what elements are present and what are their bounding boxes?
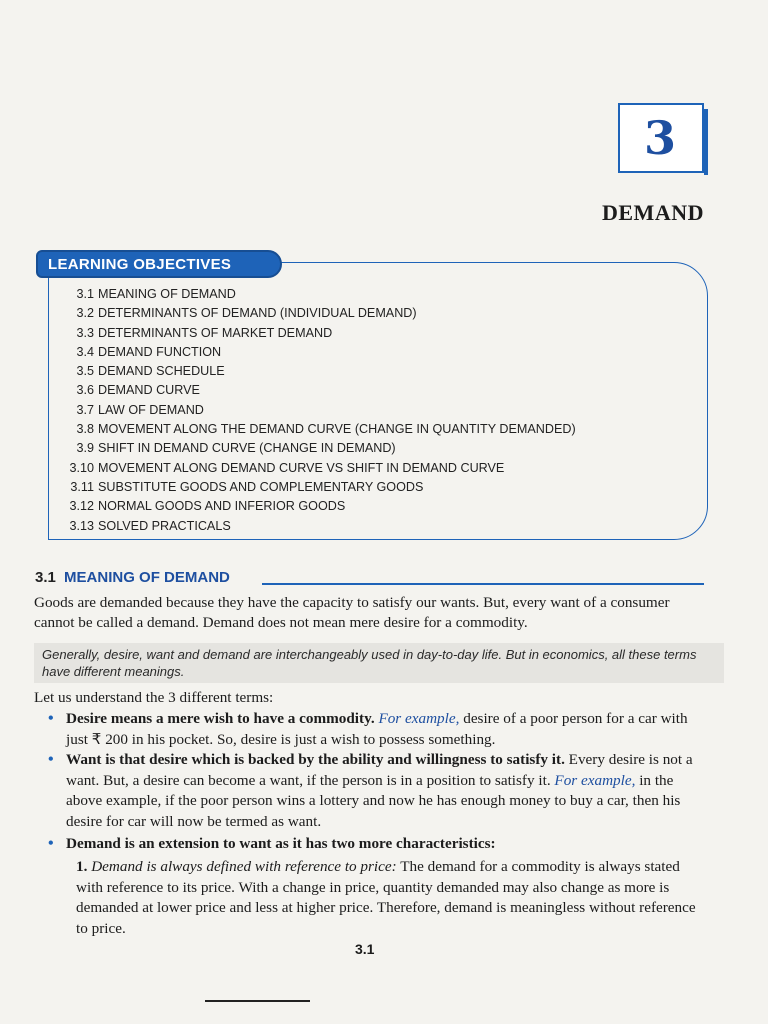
section-rule — [262, 583, 704, 585]
section-title: MEANING OF DEMAND — [64, 569, 230, 586]
subpoint-text: The demand for a commodity is always stated with reference to its price. With a change in price, quantity demanded may also change as more is demanded at lower price and less at higher price. Therefore, demand is meaningless without reference to price. — [76, 858, 696, 937]
bullet-pre: Every desire is not a want. But, a desire can become a want, if the person is in a position to satisfy it. — [66, 751, 693, 789]
objective-number: 3.2 — [76, 306, 94, 321]
learning-objectives-list — [58, 285, 576, 536]
lead-sentence: Let us understand the 3 different terms: — [34, 689, 274, 706]
objective-item — [58, 420, 576, 439]
example-label: For example, — [378, 710, 460, 727]
objective-item — [58, 343, 576, 362]
objective-number: 3.4 — [76, 344, 94, 359]
objective-number: 3.9 — [76, 441, 94, 456]
objective-number: 3.12 — [69, 499, 94, 514]
objective-number: 3.10 — [69, 460, 94, 475]
objective-number: 3.8 — [76, 422, 94, 437]
objective-item — [58, 439, 576, 458]
section-heading — [35, 569, 230, 586]
objective-label: MEANING OF DEMAND — [98, 287, 236, 301]
objective-number: 3.5 — [76, 364, 94, 379]
page-number: 3.1 — [355, 941, 375, 957]
objective-number: 3.13 — [69, 518, 94, 533]
objective-item — [58, 497, 576, 516]
chapter-title: DEMAND — [602, 200, 704, 225]
objective-item — [58, 324, 576, 343]
bullet-rest: desire of a poor person for a car with just ₹ 200 in his pocket. So, desire is just a wish to possess something. — [66, 710, 688, 748]
bullet-bold: Demand is an extension to want as it has two more characteristics: — [66, 835, 496, 852]
bullet-icon: • — [48, 710, 54, 727]
objective-number: 3.7 — [76, 402, 94, 417]
objective-item — [58, 381, 576, 400]
bullet-desire — [48, 709, 708, 750]
objective-label: DEMAND FUNCTION — [98, 344, 222, 359]
bullet-bold: Want is that desire which is backed by the ability and willingness to satisfy it. — [66, 751, 565, 768]
section-number: 3.1 — [35, 569, 56, 586]
chapter-number-box — [618, 103, 704, 173]
chapter-number: 3 — [643, 111, 676, 165]
objective-number: 3.6 — [76, 383, 94, 398]
objective-label: LAW OF DEMAND — [98, 402, 204, 417]
subpoint-price — [76, 857, 706, 939]
objective-item — [58, 517, 576, 536]
objective-number: 3.1 — [76, 287, 94, 301]
bullet-icon: • — [48, 835, 54, 852]
objective-label: MOVEMENT ALONG THE DEMAND CURVE (CHANGE IN QUANTITY DEMANDED) — [98, 422, 576, 437]
bullet-want — [48, 750, 708, 832]
objective-number: 3.3 — [76, 325, 94, 340]
bullet-demand — [48, 834, 708, 855]
objective-label: SUBSTITUTE GOODS AND COMPLEMENTARY GOODS — [98, 479, 424, 494]
example-label: For example, — [554, 771, 636, 789]
objective-label: DEMAND CURVE — [98, 383, 200, 398]
objective-label: SHIFT IN DEMAND CURVE (CHANGE IN DEMAND) — [98, 441, 396, 456]
objective-label: DETERMINANTS OF MARKET DEMAND — [98, 325, 333, 340]
objective-label: DEMAND SCHEDULE — [98, 364, 225, 379]
objective-label: DETERMINANTS OF DEMAND (INDIVIDUAL DEMAND) — [98, 306, 417, 321]
subpoint-number: 1. — [76, 858, 88, 875]
objective-label: NORMAL GOODS AND INFERIOR GOODS — [98, 499, 346, 514]
objective-number: 3.11 — [70, 479, 94, 494]
objective-label: MOVEMENT ALONG DEMAND CURVE VS SHIFT IN DEMAND CURVE — [98, 460, 505, 475]
bullet-bold: Desire means a mere wish to have a commodity. — [66, 710, 375, 727]
subpoint-heading: Demand is always defined with reference to price: — [91, 858, 397, 875]
footer-rule — [205, 1000, 310, 1002]
bullet-icon: • — [48, 751, 54, 768]
bullet-text — [66, 709, 708, 750]
objective-item — [58, 304, 576, 323]
objective-label: SOLVED PRACTICALS — [98, 518, 231, 533]
bullet-text — [66, 750, 708, 832]
objective-item — [58, 459, 576, 478]
note-box: Generally, desire, want and demand are interchangeably used in day-to-day life. But in economics, all these terms have different meanings. — [34, 643, 724, 683]
bullet-rest: in the above example, if the poor person wins a lottery and now he has enough money to buy a car, then his desire for car will now be termed as want. — [66, 771, 681, 830]
objective-item — [58, 401, 576, 420]
learning-objectives-header: LEARNING OBJECTIVES — [36, 250, 282, 278]
objective-item — [58, 362, 576, 381]
intro-paragraph: Goods are demanded because they have the capacity to satisfy our wants. But, every want of a consumer cannot be called a demand. Demand does not mean mere desire for a commodity. — [34, 594, 670, 631]
bullet-text — [66, 834, 708, 855]
objective-item — [58, 285, 576, 304]
objective-item — [58, 478, 576, 497]
